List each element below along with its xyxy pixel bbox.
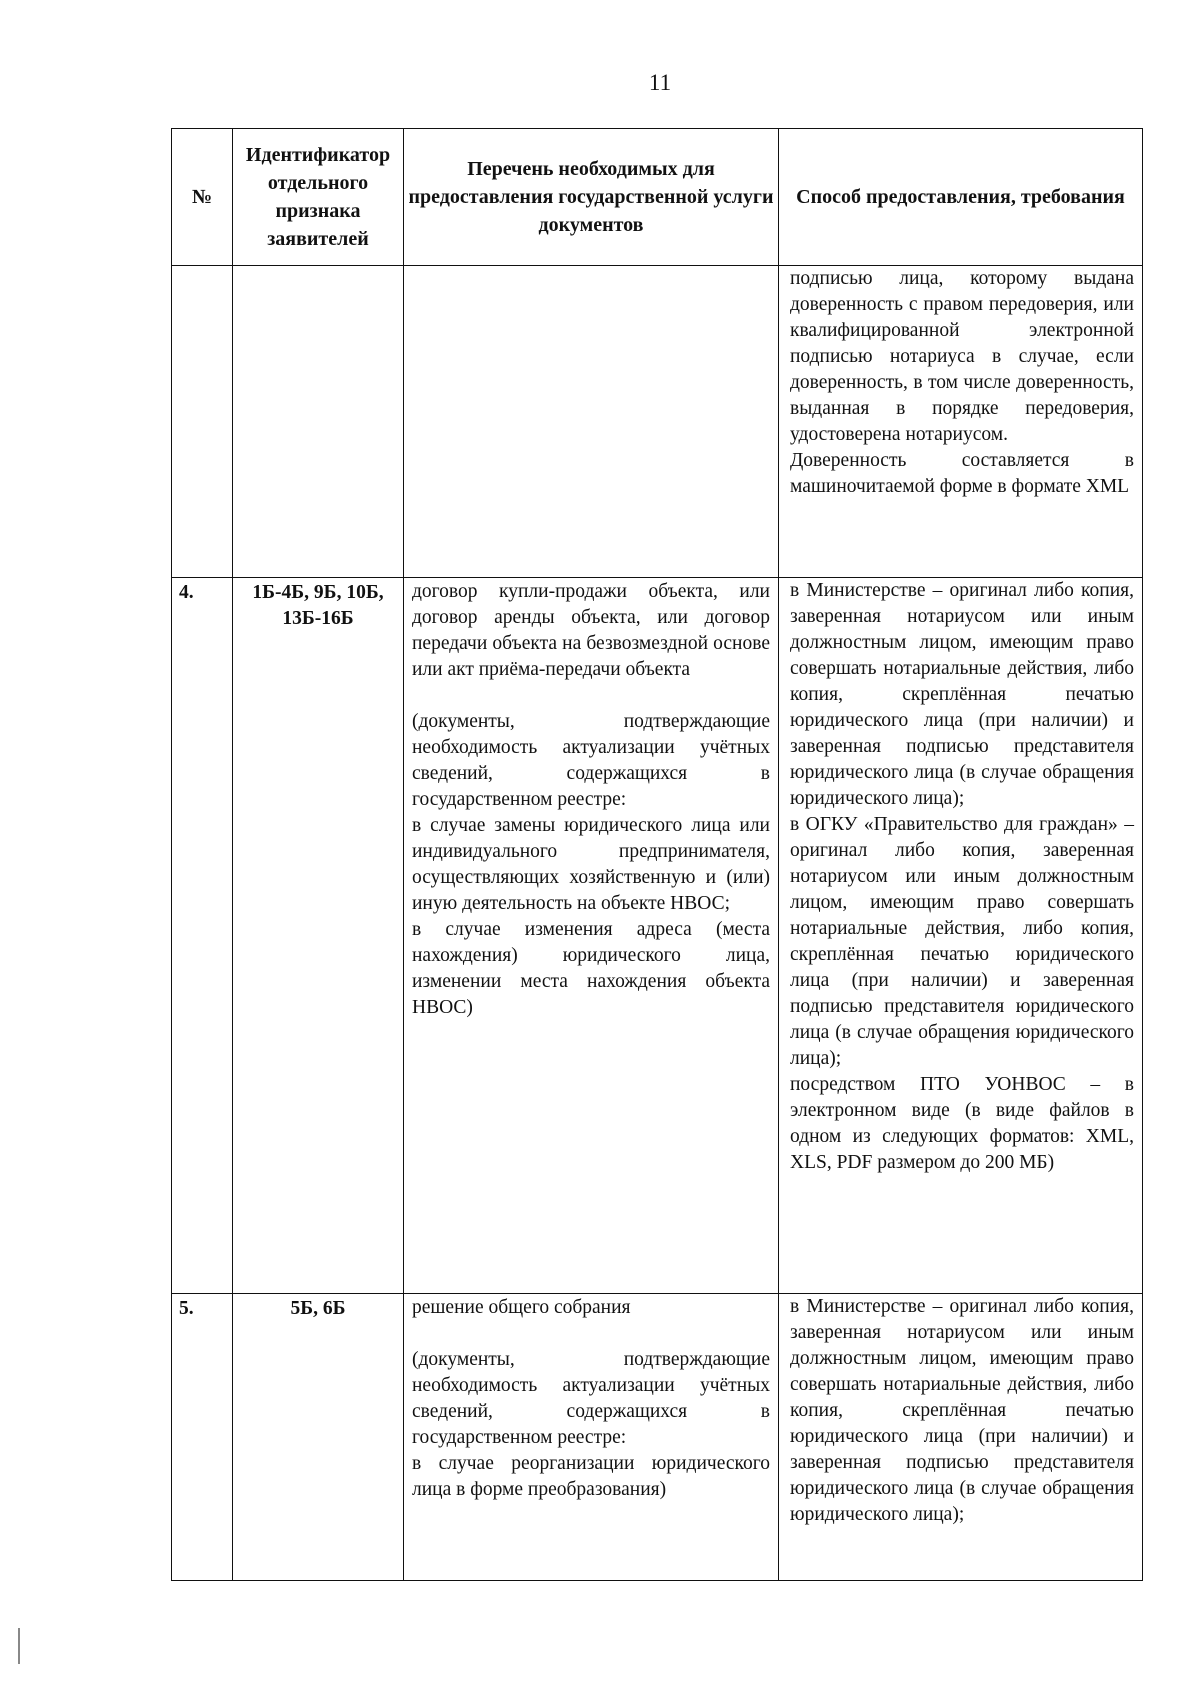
continuation-method-cell — [779, 266, 1143, 578]
method-paragraph: в ОГКУ «Правительство для граждан» – оригинал либо копия, заверенная нотариусом или иным должностным лицом, имеющим право совершать нотариальные действия, либо копия, скреплённая печатью юридического лица (при наличии) и заверенная подписью представителя юридического лица (в случае обращения юридического лица); — [790, 814, 1134, 1069]
header-identifier: Идентификатор отдельного признака заявителей — [233, 129, 404, 266]
documents-title: решение общего собрания — [412, 1297, 631, 1318]
page-number: 11 — [648, 70, 672, 95]
method-paragraph: подписью лица, которому выдана доверенность с правом передоверия, или квалифицированной электронной подписью нотариуса в случае, если доверенность, в том числе доверенность, выданная в порядке передоверия, удостоверена нотариусом. — [790, 268, 1134, 445]
documents-note: (документы, подтверждающие необходимость актуализации учётных сведений, содержащихся в государственном реестре: — [412, 711, 770, 810]
row-identifier: 1Б-4Б, 9Б, 10Б, 13Б-16Б — [233, 578, 404, 1294]
row-documents-cell — [404, 578, 779, 1294]
method-paragraph: посредством ПТО УОНВОС – в электронном виде (в виде файлов в одном из следующих форматов: XML, XLS, PDF размером до 200 МБ) — [790, 1074, 1134, 1173]
scan-edge-mark — [18, 1628, 20, 1664]
row-number: 5. — [172, 1294, 233, 1581]
header-number: № — [172, 129, 233, 266]
table-header-row — [172, 129, 1143, 266]
method-paragraph: Доверенность составляется в машиночитаемой форме в формате XML — [790, 450, 1134, 497]
table-row-continuation — [172, 266, 1143, 578]
table-row-5 — [172, 1294, 1143, 1581]
documents-note: в случае замены юридического лица или индивидуального предпринимателя, осуществляющих хозяйственную и (или) иную деятельность на объекте НВОС; — [412, 815, 770, 914]
documents-note: в случае реорганизации юридического лица в форме преобразования) — [412, 1453, 770, 1500]
documents-note: (документы, подтверждающие необходимость актуализации учётных сведений, содержащихся в государственном реестре: — [412, 1349, 770, 1448]
continuation-identifier-cell — [233, 266, 404, 578]
documents-title: договор купли-продажи объекта, или договор аренды объекта, или договор передачи объекта на безвозмездной основе или акт приёма-передачи объекта — [412, 581, 770, 680]
header-method: Способ предоставления, требования — [779, 129, 1143, 266]
continuation-number-cell — [172, 266, 233, 578]
method-paragraph: в Министерстве – оригинал либо копия, заверенная нотариусом или иным должностным лицом, имеющим право совершать нотариальные действия, либо копия, скреплённая печатью юридического лица (при наличии) и заверенная подписью представителя юридического лица (в случае обращения юридического лица); — [790, 580, 1134, 809]
row-number: 4. — [172, 578, 233, 1294]
documents-note: в случае изменения адреса (места нахождения) юридического лица, изменении места нахождения объекта НВОС) — [412, 919, 770, 1018]
table-row-4 — [172, 578, 1143, 1294]
row-method-cell — [779, 1294, 1143, 1581]
header-documents: Перечень необходимых для предоставления государственной услуги документов — [404, 129, 779, 266]
row-method-cell — [779, 578, 1143, 1294]
method-paragraph: в Министерстве – оригинал либо копия, заверенная нотариусом или иным должностным лицом, имеющим право совершать нотариальные действия, либо копия, скреплённая печатью юридического лица (при наличии) и заверенная подписью представителя юридического лица (в случае обращения юридического лица); — [790, 1296, 1134, 1525]
continuation-documents-cell — [404, 266, 779, 578]
row-identifier: 5Б, 6Б — [233, 1294, 404, 1581]
documents-table — [171, 128, 1143, 1581]
row-documents-cell — [404, 1294, 779, 1581]
